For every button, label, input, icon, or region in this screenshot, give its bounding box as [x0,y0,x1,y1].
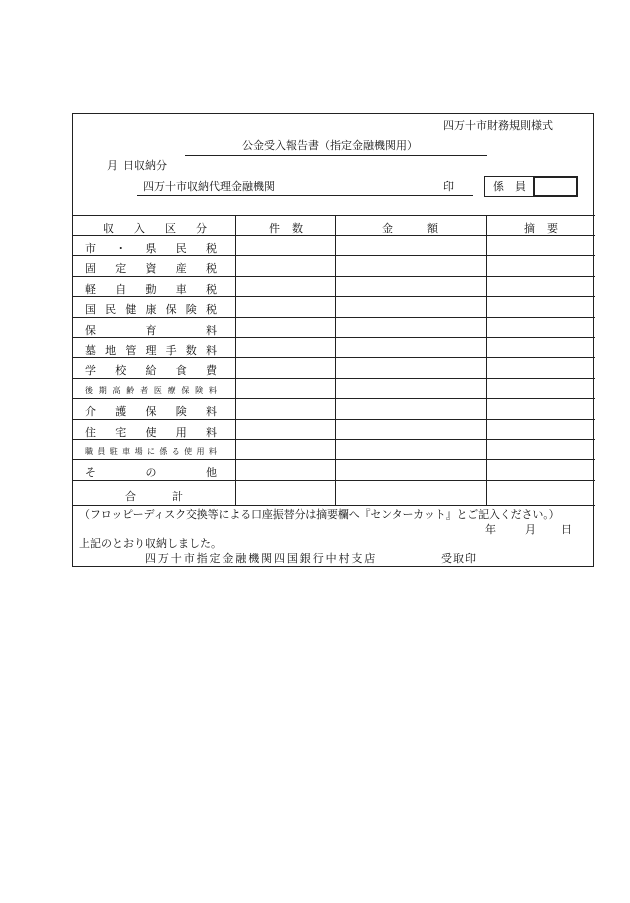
row-count-cell[interactable] [236,399,335,418]
row-count-cell[interactable] [236,440,335,459]
row-remarks-cell[interactable] [487,399,595,418]
row-category-label [85,464,217,480]
month-label: 月 [107,159,118,172]
col-header-category-text: 収 入 区 分 [103,222,207,235]
row-amount-cell[interactable] [336,399,486,418]
row-remarks-cell[interactable] [487,277,595,296]
report-form [72,113,594,567]
agency-underline [137,195,441,196]
row-remarks-cell[interactable] [487,379,595,398]
col-header-count-text: 件 数 [269,222,303,235]
row-count-cell[interactable] [236,358,335,377]
row-count-cell[interactable] [236,236,335,255]
row-category-text: 固 定 資 産 税 [85,262,217,276]
row-remarks-cell[interactable] [487,236,595,255]
footer-month-label: 月 [525,523,536,536]
row-category-text: 職 員 駐 車 場 に 係 る 使 用 料 [85,447,217,456]
row-category-label [85,385,217,396]
row-amount-cell[interactable] [336,420,486,439]
col-header-remarks [524,220,558,236]
row-category-text: 墓 地 管 理 手 数 料 [85,344,217,357]
row-category-text: 保 育 料 [85,323,217,337]
row-category-text: 国 民 健 康 保 険 税 [85,303,217,317]
row-category-label [85,281,217,297]
row-category-label [85,446,217,457]
row-remarks-cell[interactable] [487,338,595,357]
row-category-label [85,403,217,419]
seal-label: 印 [443,180,454,193]
row-amount-cell[interactable] [336,236,486,255]
row-amount-cell[interactable] [336,440,486,459]
col-header-amount-text: 金 額 [382,222,438,235]
row-category-label [85,424,217,440]
row-amount-cell[interactable] [336,358,486,377]
staff-seal-field[interactable] [534,177,577,196]
row-amount-cell[interactable] [336,277,486,296]
row-count-cell[interactable] [236,277,335,296]
row-count-cell[interactable] [236,256,335,275]
row-category-label [85,301,217,317]
row-remarks-cell[interactable] [487,440,595,459]
row-count-cell[interactable] [236,297,335,316]
row-category-label [85,240,217,256]
row-remarks-cell[interactable] [487,420,595,439]
row-remarks-cell[interactable] [487,460,595,479]
col-header-remarks-text: 摘 要 [524,222,558,235]
form-title: 公金受入報告書（指定金融機関用） [242,139,418,152]
row-remarks-cell[interactable] [487,358,595,377]
row-category-label [85,322,217,338]
seal-underline [439,195,473,196]
row-category-label [85,342,217,358]
received-text: 上記のとおり収納しました。 [79,537,222,550]
row-category-text: 軽 自 動 車 税 [85,282,217,296]
row-amount-cell[interactable] [336,318,486,337]
row-amount-cell[interactable] [336,256,486,275]
row-category-text: 後 期 高 齢 者 医 療 保 険 料 [85,385,217,395]
row-category-label [85,362,217,378]
row-amount-cell[interactable] [336,460,486,479]
row-count-cell[interactable] [236,318,335,337]
row-amount-cell[interactable] [336,297,486,316]
row-amount-cell[interactable] [336,379,486,398]
footer-day-label: 日 [561,523,572,536]
col-header-count [269,220,303,236]
table-top-line [73,215,595,216]
row-count-cell[interactable] [236,420,335,439]
staff-label: 係 員 [493,180,526,193]
row-remarks-cell[interactable] [487,256,595,275]
row-count-cell[interactable] [236,460,335,479]
row-category-text: 介 護 保 険 料 [85,405,217,419]
col-header-category [103,220,207,236]
row-remarks-cell[interactable] [487,297,595,316]
row-category-label [85,260,217,276]
col-header-amount [382,220,438,236]
total-label [125,488,183,504]
row-category-text: そ の 他 [85,466,217,480]
row-category-text: 住 宅 使 用 料 [85,425,217,439]
table-bottom-line [73,505,595,506]
receipt-seal-label: 受取印 [441,552,477,565]
footer-year-label: 年 [485,523,496,536]
row-amount-cell[interactable] [336,338,486,357]
total-label-text: 合 計 [125,490,183,503]
title-underline [185,155,487,156]
row-category-text: 学 校 給 食 費 [85,364,217,378]
row-count-cell[interactable] [236,379,335,398]
row-category-text: 市 ・ 県 民 税 [85,242,217,255]
row-remarks-cell[interactable] [487,318,595,337]
bank-name: 四万十市指定金融機関四国銀行中村支店 [145,552,378,565]
footer-note: （フロッピーディスク交換等による口座振替分は摘要欄へ『センターカット』とご記入ください。） [79,508,560,521]
row-count-cell[interactable] [236,338,335,357]
agency-name: 四万十市収納代理金融機関 [143,180,275,193]
day-label: 日収納分 [123,159,167,172]
form-name: 四万十市財務規則様式 [443,119,553,132]
